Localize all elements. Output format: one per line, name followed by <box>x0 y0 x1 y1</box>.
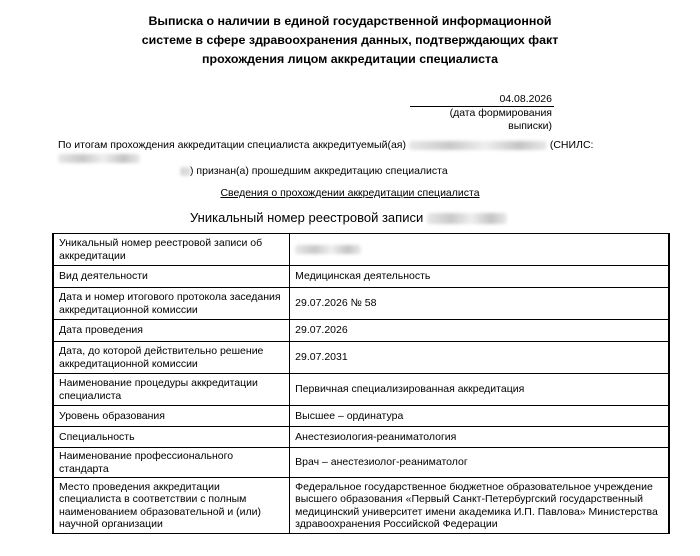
document-title <box>95 12 605 69</box>
redacted-full-name <box>409 141 547 150</box>
row-label: Наименование профессионального стандарта <box>53 448 290 478</box>
row-label: Уровень образования <box>53 406 290 427</box>
redacted-registry-number <box>295 245 361 254</box>
registry-number-label: Уникальный номер реестровой записи <box>190 210 424 225</box>
row-label: Наименование процедуры аккредитации специалиста <box>53 374 290 406</box>
table-row <box>53 448 669 478</box>
row-value: Первичная специализированная аккредитация <box>290 374 669 406</box>
registry-number-heading <box>190 210 520 226</box>
intro-text-start: По итогам прохождения аккредитации специалиста аккредитуемый(ая) <box>58 139 406 151</box>
table-row <box>53 478 669 534</box>
redacted-snils <box>58 154 140 163</box>
row-value: Медицинская деятельность <box>290 266 669 288</box>
row-value: Врач – анестезиолог-реаниматолог <box>290 448 669 478</box>
table-row <box>53 320 669 342</box>
table-row <box>53 374 669 406</box>
section-heading: Сведения о прохождении аккредитации специалиста <box>220 187 480 199</box>
table-row <box>53 342 669 374</box>
row-value: Анестезиология-реаниматология <box>290 427 669 448</box>
row-value: 29.07.2026 № 58 <box>290 288 669 320</box>
row-value: 29.07.2031 <box>290 342 669 374</box>
intro-paragraph <box>58 139 658 178</box>
row-label: Дата проведения <box>53 320 290 342</box>
title-line: системе в сфере здравоохранения данных, подтверждающих факт <box>141 33 559 47</box>
intro-text-snils: (СНИЛС: <box>549 139 594 151</box>
issue-date: 04.08.2026 <box>410 93 554 107</box>
table-row <box>53 427 669 448</box>
table-row <box>53 234 669 266</box>
row-value: Высшее – ординатура <box>290 406 669 427</box>
title-line: прохождения лицом аккредитации специалиста <box>202 52 498 66</box>
title-line: Выписка о наличии в единой государственной информационной <box>148 14 552 28</box>
row-label: Специальность <box>53 427 290 448</box>
issue-date-block <box>410 93 554 133</box>
accreditation-details-table <box>52 233 670 534</box>
row-label: Дата, до которой действительно решение аккредитационной комиссии <box>53 342 290 374</box>
redacted-snils-end <box>180 167 190 176</box>
issue-date-caption: (дата формирования выписки) <box>449 107 552 132</box>
row-label: Вид деятельности <box>53 266 290 288</box>
row-value: 29.07.2026 <box>290 320 669 342</box>
table-row <box>53 266 669 288</box>
row-label: Дата и номер итогового протокола заседания аккредитационной комиссии <box>53 288 290 320</box>
row-value <box>290 234 669 266</box>
row-value: Федеральное государственное бюджетное образовательное учреждение высшего образования «Первый Санкт-Петербургский государственный медицинский университет имени академика И.П. Павлова» Министерства здравоохранения Российской Федерации <box>290 478 669 534</box>
table-row <box>53 406 669 427</box>
row-label: Место проведения аккредитации специалиста в соответствии с полным наименованием образовательной и (или) научной организации <box>53 478 290 534</box>
table-row <box>53 288 669 320</box>
row-label: Уникальный номер реестровой записи об аккредитации <box>53 234 290 266</box>
intro-text-end: ) признан(а) прошедшим аккредитацию специалиста <box>190 165 448 177</box>
redacted-registry-number <box>427 213 507 224</box>
